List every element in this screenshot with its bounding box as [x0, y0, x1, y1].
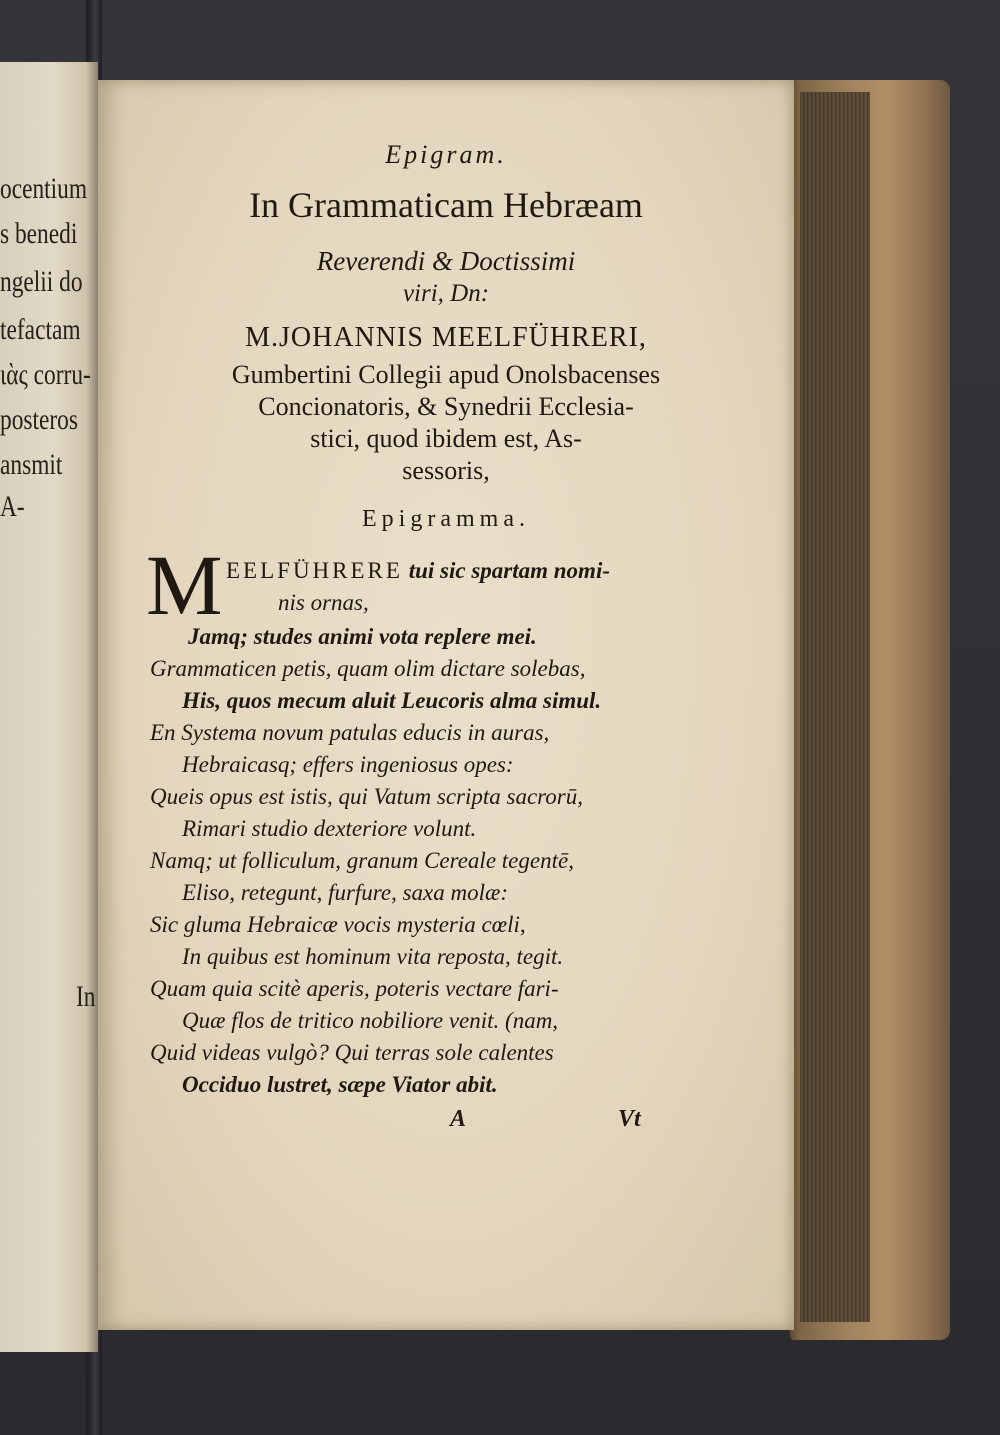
author-name: M.JOHANNIS MEELFÜHRERI,: [245, 322, 647, 353]
subtitle-line: Reverendi & Doctissimi: [316, 246, 576, 276]
running-head: Epigram.: [385, 140, 507, 169]
left-page-line: posteros: [0, 403, 78, 436]
verse-line: nis ornas,: [278, 590, 369, 615]
author-line: sessoris,: [402, 456, 490, 485]
author-line: Concionatoris, & Synedrii Ecclesia-: [258, 392, 634, 421]
first-line-text: tui sic spartam nomi-: [408, 558, 610, 583]
left-page-line: ansmit: [0, 448, 63, 481]
verse-line: Jamq; studes animi vota replere mei.: [188, 624, 537, 649]
left-page-line: A-: [0, 490, 25, 523]
left-page-lower-word: In: [76, 980, 96, 1013]
left-page: [0, 62, 98, 1352]
verse-line: Sic gluma Hebraicæ vocis mysteria cœli,: [150, 912, 526, 937]
epigram-heading: Epigramma.: [362, 506, 530, 532]
verse-line: En Systema novum patulas educis in auras,: [150, 720, 550, 745]
verse-line: Eliso, retegunt, furfure, saxa molæ:: [182, 880, 509, 905]
left-page-line: s benedi: [0, 217, 78, 250]
catchword: Vt: [618, 1106, 641, 1132]
drop-cap: M: [146, 537, 223, 633]
page-title: In Grammaticam Hebræam: [249, 185, 643, 225]
left-page-line: ιὰς corru-: [0, 358, 91, 391]
verse-line: Namq; ut folliculum, granum Cereale tegentē,: [150, 848, 574, 873]
verse-line: In quibus est hominum vita reposta, tegit.: [182, 944, 564, 969]
verse-line: Occiduo lustret, sæpe Viator abit.: [182, 1072, 498, 1097]
verse-line: Queis opus est istis, qui Vatum scripta sacrorū,: [150, 784, 583, 809]
left-page-line: ocentium: [0, 172, 88, 205]
first-line-caps: EELFÜHRERE: [226, 558, 403, 583]
page-block-edge: [800, 92, 870, 1322]
verse-line: His, quos mecum aluit Leucoris alma simul.: [182, 688, 602, 713]
right-page: [98, 80, 794, 1330]
author-line: Gumbertini Collegii apud Onolsbacenses: [231, 360, 661, 389]
verse-line: [226, 558, 610, 584]
left-page-line: tefactam: [0, 313, 81, 346]
author-line: stici, quod ibidem est, As-: [310, 424, 582, 453]
verse-line: Hebraicasq; effers ingeniosus opes:: [182, 752, 514, 777]
verse-line: Grammaticen petis, quam olim dictare solebas,: [150, 656, 586, 681]
verse-line: Quæ flos de tritico nobiliore venit. (nam,: [182, 1008, 559, 1033]
left-page-line: ngelii do: [0, 265, 83, 298]
verse-line: Rimari studio dexteriore volunt.: [182, 816, 477, 841]
signature-mark: A: [450, 1106, 467, 1132]
verse-line: Quam quia scitè aperis, poteris vectare fari-: [150, 976, 559, 1001]
subtitle-line: viri, Dn:: [402, 280, 490, 307]
verse-line: Quid videas vulgò? Qui terras sole calentes: [150, 1040, 554, 1065]
